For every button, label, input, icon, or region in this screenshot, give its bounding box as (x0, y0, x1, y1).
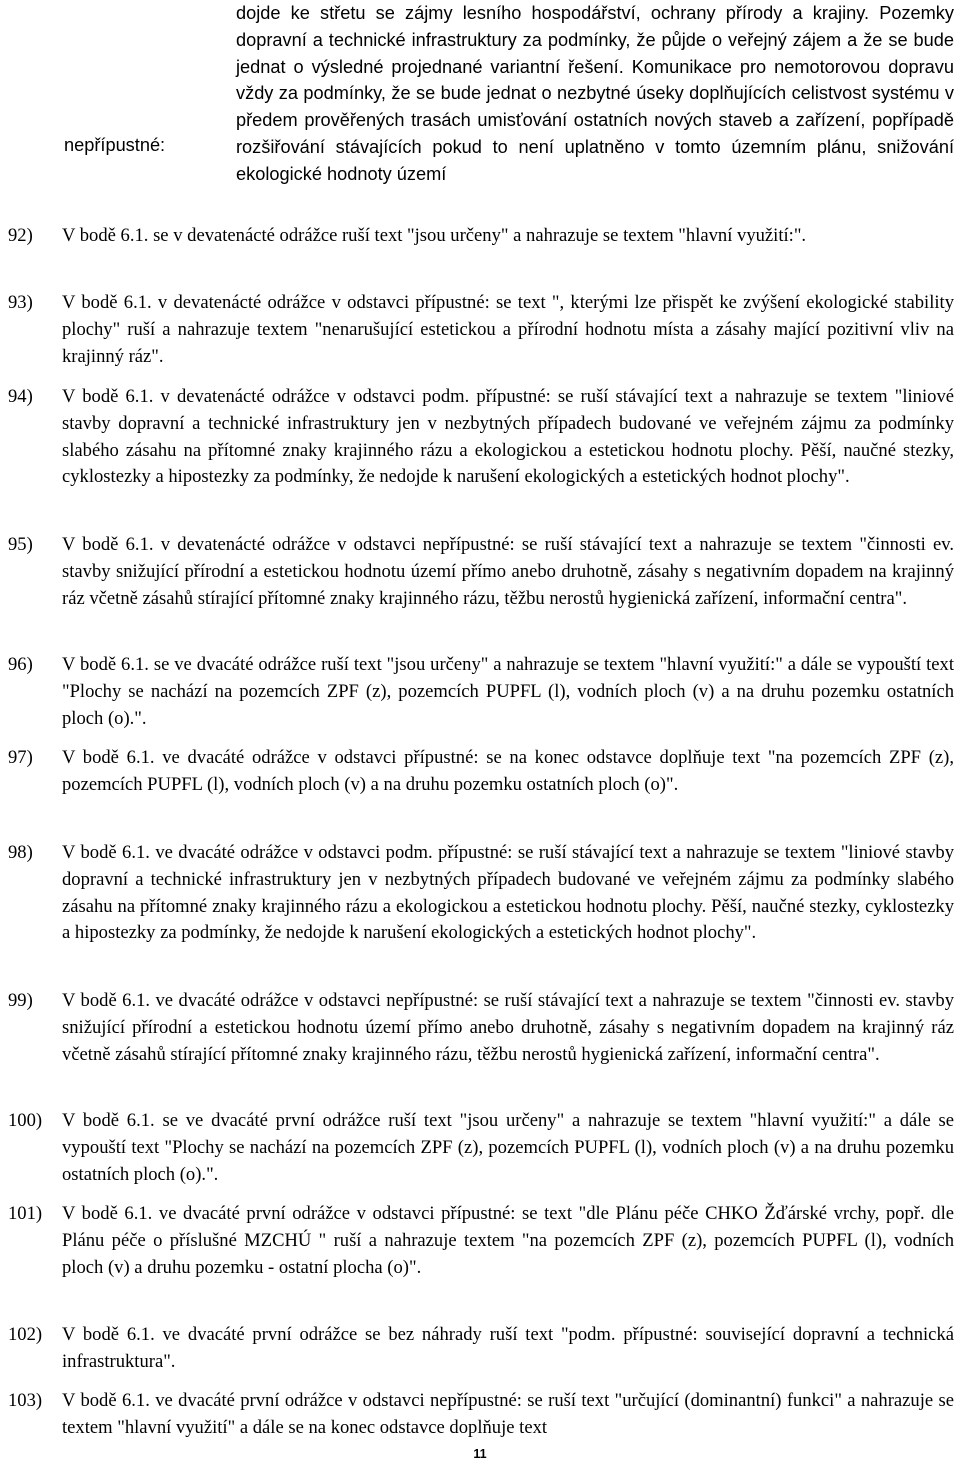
list-item (8, 652, 954, 732)
item-text: V bodě 6.1. ve dvacáté odrážce v odstavci podm. přípustné: se ruší stávající text a nahrazuje se textem "liniové stavby dopravní a technické infrastruktury jen v nezbytných případech budované ve veřejném zájmu za podmínky slabého zásahu na přítomné znaky krajinného rázu a ekologickou a estetickou hodnotu plochy. Pěší, naučné stezky, cyklostezky a hipostezky za podmínky, že nedojde k narušení ekologických a estetických hodnot plochy". (62, 842, 954, 944)
list-item (8, 290, 954, 370)
list-item (8, 745, 954, 799)
page-number: 11 (473, 1447, 487, 1461)
item-number: 98) (8, 842, 33, 863)
list-item (8, 1322, 954, 1376)
carryover-label: nepřípustné: (64, 135, 166, 155)
list-item (8, 1201, 954, 1281)
item-text: V bodě 6.1. ve dvacáté první odrážce se bez náhrady ruší text "podm. přípustné: související dopravní a technická infrastruktura". (62, 1324, 954, 1372)
item-text: V bodě 6.1. ve dvacáté první odrážce v odstavci nepřípustné: se ruší text "určující (dominantní) funkci" a nahrazuje se textem "hlavní využití" a dále se na konec odstavce doplňuje text (62, 1390, 954, 1438)
list-item (8, 223, 954, 250)
item-number: 95) (8, 534, 33, 555)
item-text: V bodě 6.1. v devatenácté odrážce v odstavci podm. přípustné: se ruší stávající text a nahrazuje se textem "liniové stavby dopravní a technické infrastruktury jen v nezbytných případech budované ve veřejném zájmu za podmínky slabého zásahu na přítomné znaky krajinného rázu a ekologickou a estetickou hodnotu plochy. Pěší, naučné stezky, cyklostezky a hipostezky za podmínky, že nedojde k narušení ekologických a estetických hodnot plochy". (62, 386, 954, 488)
item-text: V bodě 6.1. ve dvacáté odrážce v odstavci přípustné: se na konec odstavce doplňuje text "na pozemcích ZPF (z), pozemcích PUPFL (l), vodních ploch (v) a na druhu pozemku ostatních ploch (o)". (62, 747, 954, 795)
item-text: V bodě 6.1. v devatenácté odrážce v odstavci přípustné: se text ", kterými lze přispět ke zvýšení ekologické stability plochy" ruší a nahrazuje textem "nenarušující estetickou a přírodní hodnotu místa a zásahy mající pozitivní vliv na krajinný ráz". (62, 292, 954, 367)
item-text: V bodě 6.1. v devatenácté odrážce v odstavci nepřípustné: se ruší stávající text a nahrazuje se textem "činnosti ev. stavby snižující přírodní a estetickou hodnotu území přímo anebo druhotně, zásahy s negativním dopadem na krajinný ráz včetně zásahů stírající přítomné znaky krajinného rázu, těžbu nerostů hygienická zařízení, informační centra". (62, 534, 954, 609)
carryover-text: dojde ke střetu se zájmy lesního hospodářství, ochrany přírody a krajiny. Pozemky dopravní a technické infrastruktury za podmínky, že půjde o veřejný zájem a že se bude jednat o výsledné projednané variantní řešení. Komunikace pro nemotorovou dopravu vždy za podmínky, že se bude jednat o nezbytné úseky doplňujících celistvost systému v předem prověřených trasách umisťování ostatních nových staveb a zařízení, popřípadě rozšiřování stávajících pokud to není uplatněno v tomto územním plánu, snižování ekologické hodnoty území (236, 3, 954, 184)
item-number: 94) (8, 386, 33, 407)
list-item (8, 532, 954, 612)
item-number: 100) (8, 1110, 43, 1131)
item-number: 97) (8, 747, 33, 768)
item-text: V bodě 6.1. se v devatenácté odrážce ruší text "jsou určeny" a nahrazuje se textem "hlavní využití:". (62, 225, 807, 246)
list-item (8, 1388, 954, 1442)
item-number: 96) (8, 654, 33, 675)
item-text: V bodě 6.1. ve dvacáté odrážce v odstavci nepřípustné: se ruší stávající text a nahrazuje se textem "činnosti ev. stavby snižující přírodní a estetickou hodnotu území přímo anebo druhotně, zásahy s negativním dopadem na krajinný ráz včetně zásahů stírající přítomné znaky krajinného rázu, těžbu nerostů hygienická zařízení, informační centra". (62, 990, 954, 1065)
item-number: 92) (8, 225, 33, 246)
list-item (8, 988, 954, 1068)
item-text: V bodě 6.1. se ve dvacáté odrážce ruší text "jsou určeny" a nahrazuje se textem "hlavní využití:" a dále se vypouští text "Plochy se nachází na pozemcích ZPF (z), pozemcích PUPFL (l), vodních ploch (v) a na druhu pozemku ostatních ploch (o).". (62, 654, 954, 729)
list-item (8, 840, 954, 947)
item-number: 101) (8, 1203, 43, 1224)
item-number: 103) (8, 1390, 43, 1411)
item-text: V bodě 6.1. ve dvacáté první odrážce v odstavci přípustné: se text "dle Plánu péče CHKO Žďárské vrchy, popř. dle Plánu péče o příslušné MZCHÚ " ruší a nahrazuje textem "na pozemcích ZPF (z), pozemcích PUPFL (l), vodních ploch (v) a druhu pozemku - ostatní plocha (o)". (62, 1203, 954, 1278)
item-number: 99) (8, 990, 33, 1011)
list-item (8, 1108, 954, 1188)
list-item (8, 384, 954, 491)
item-number: 102) (8, 1324, 43, 1345)
item-number: 93) (8, 292, 33, 313)
item-text: V bodě 6.1. se ve dvacáté první odrážce ruší text "jsou určeny" a nahrazuje se textem "hlavní využití:" a dále se vypouští text "Plochy se nachází na pozemcích ZPF (z), pozemcích PUPFL (l), vodních ploch (v) a na druhu pozemku ostatních ploch (o).". (62, 1110, 954, 1185)
carryover-text-block (236, 0, 954, 188)
